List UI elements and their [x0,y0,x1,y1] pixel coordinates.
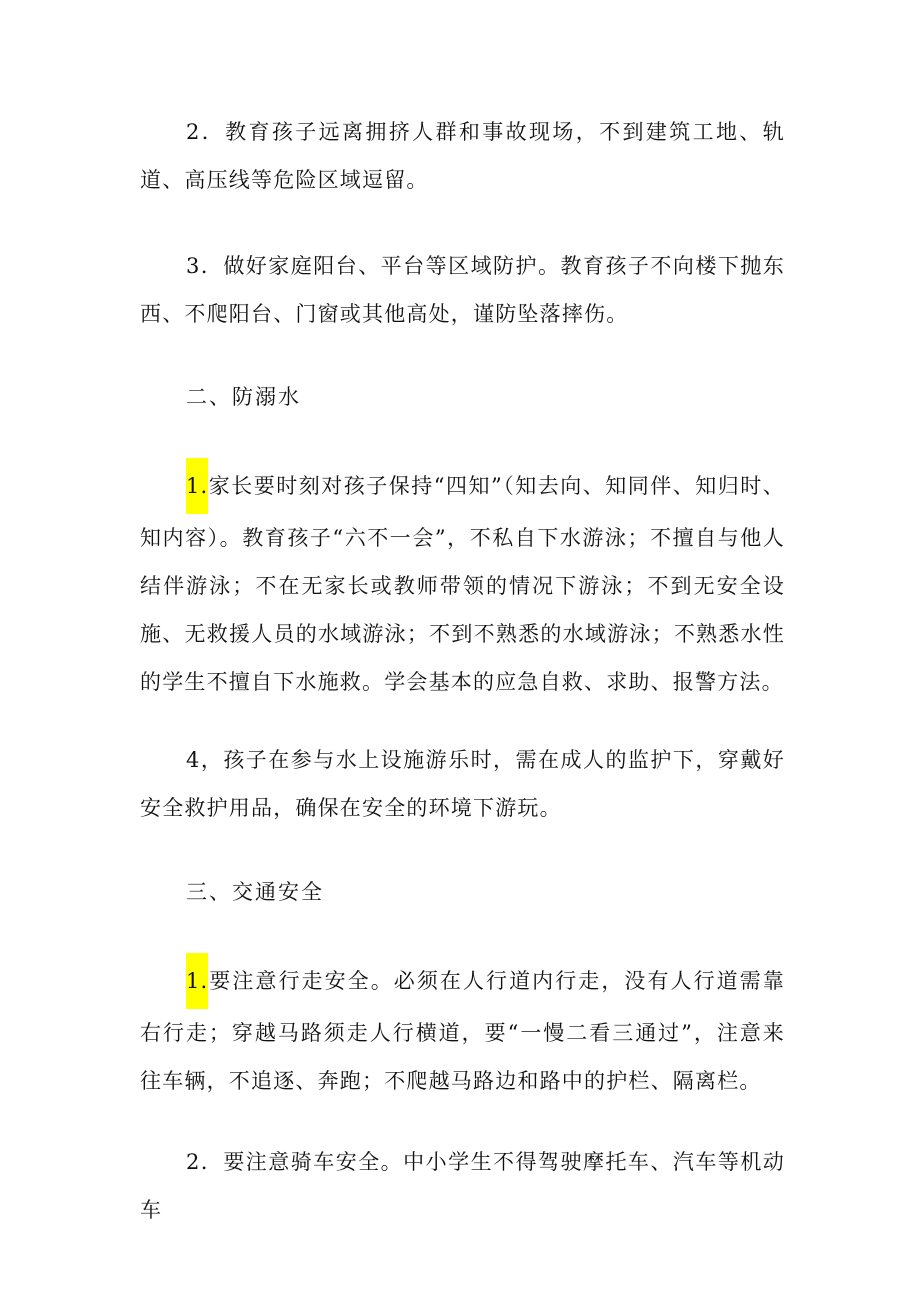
paragraph-fall-2 [140,108,785,204]
paragraph-drowning-4 [140,736,785,832]
item-number: 3 [186,254,201,278]
paragraph-text: 家长要时刻对孩子保持“四知”（知去向、知同伴、知归时、知内容）。教育孩子“六不一会”，不私自下水游泳；不擅自与他人结伴游泳；不在无家长或教师带领的情况下游泳；不到无安全设施、无救援人员的水域游泳；不到不熟悉的水域游泳；不熟悉水性的学生不擅自下水施救。学会基本的应急自救、求助、报警方法。 [140,474,785,694]
paragraph-text: ．教育孩子远离拥挤人群和事故现场，不到建筑工地、轨道、高压线等危险区域逗留。 [140,120,785,192]
highlighted-item-number: 1. [186,458,208,514]
paragraph-text: ．要注意骑车安全。中小学生不得驾驶摩托车、汽车等机动车 [140,1150,785,1222]
item-number: 2 [186,120,201,144]
highlighted-item-number: 1. [186,953,208,1009]
paragraph-text: ．做好家庭阳台、平台等区域防护。教育孩子不向楼下抛东西、不爬阳台、门窗或其他高处，谨防坠落摔伤。 [140,254,785,326]
section-heading-drowning: 二、防溺水 [186,385,301,409]
item-number: 4 [186,748,201,772]
paragraph-text: 要注意行走安全。必须在人行道内行走，没有人行道需靠右行走；穿越马路须走人行横道，要“一慢二看三通过”，注意来往车辆，不追逐、奔跑；不爬越马路边和路中的护栏、隔离栏。 [140,969,785,1093]
paragraph-text: ，孩子在参与水上设施游乐时，需在成人的监护下，穿戴好安全救护用品，确保在安全的环境下游玩。 [140,748,785,820]
paragraph-drowning-1 [140,458,785,706]
item-number: 2 [186,1150,201,1174]
paragraph-fall-3 [140,242,785,338]
paragraph-traffic-2 [140,1138,785,1234]
section-heading-traffic: 三、交通安全 [186,880,324,904]
paragraph-traffic-1 [140,953,785,1105]
